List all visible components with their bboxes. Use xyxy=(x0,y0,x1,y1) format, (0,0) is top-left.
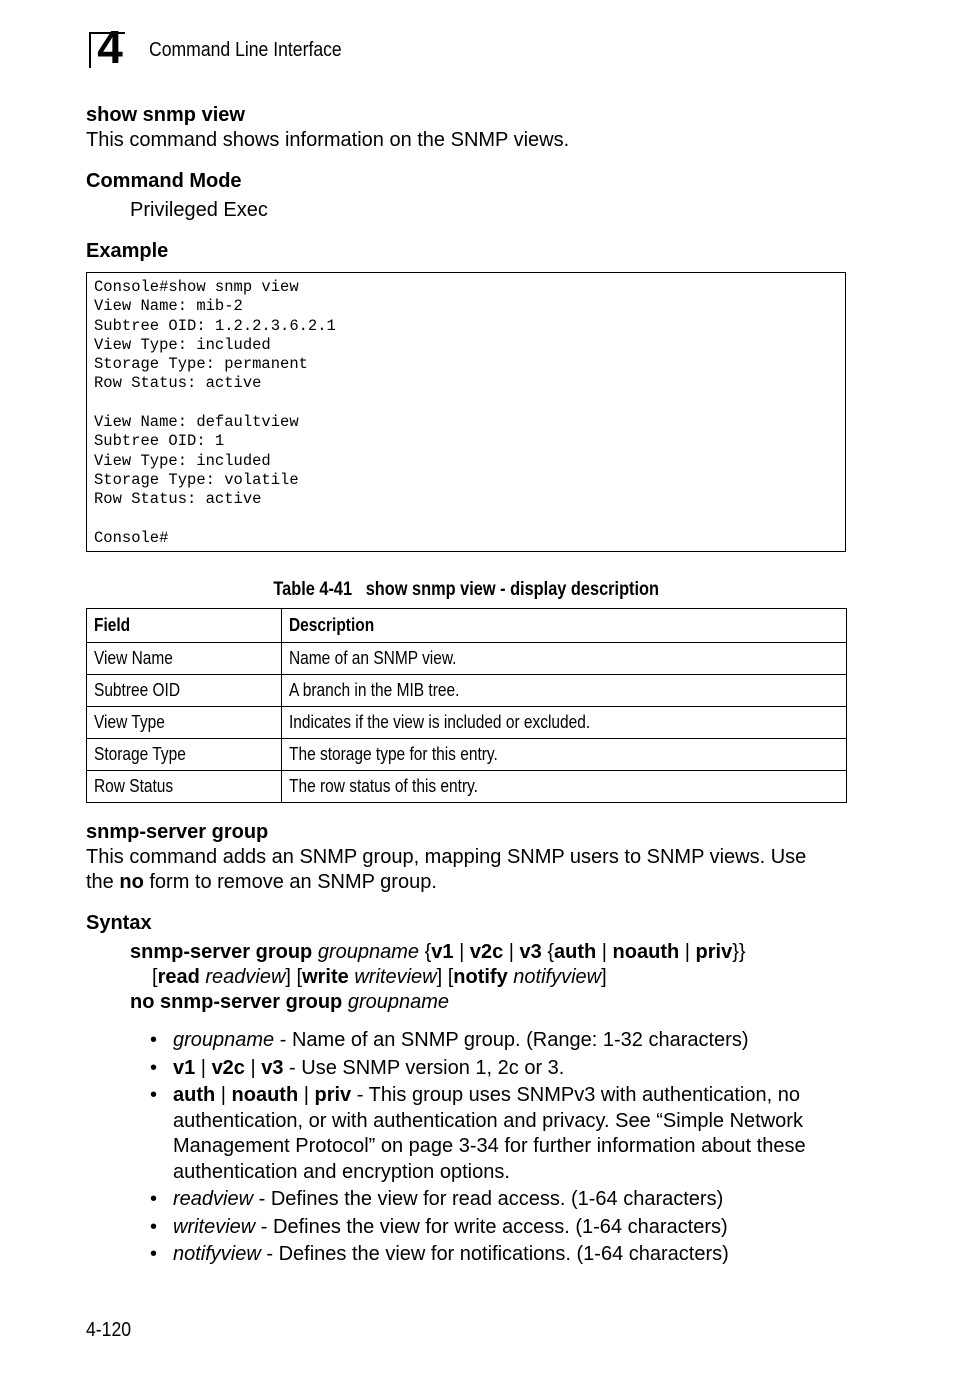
table-row xyxy=(87,707,847,739)
code-line: Console# xyxy=(94,528,169,547)
table-cell: Indicates if the view is included or excluded. xyxy=(282,707,847,739)
code-line: View Type: included xyxy=(94,451,271,470)
running-title: Command Line Interface xyxy=(149,39,342,61)
list-item: • writeview - Defines the view for write access. (1-64 characters) xyxy=(150,1215,728,1238)
table-header-cell: Field xyxy=(87,609,282,643)
table-cell: Name of an SNMP view. xyxy=(282,643,847,675)
table-row xyxy=(87,643,847,675)
table-cell: Row Status xyxy=(87,771,282,803)
page-number: 4-120 xyxy=(86,1319,132,1341)
table-caption-text: Table 4-41 show snmp view - display description xyxy=(273,579,659,600)
example-heading: Example xyxy=(86,240,169,262)
code-line: Row Status: active xyxy=(94,374,262,393)
code-line: Storage Type: permanent xyxy=(94,355,308,374)
table-cell: The row status of this entry. xyxy=(282,771,847,803)
code-line xyxy=(94,394,838,413)
table-cell: Subtree OID xyxy=(87,675,282,707)
syntax-heading: Syntax xyxy=(86,912,152,934)
table-header-cell: Description xyxy=(282,609,847,643)
code-line: Subtree OID: 1.2.2.3.6.2.1 xyxy=(94,316,336,335)
section-title-snmp-server-group: snmp-server group xyxy=(86,821,269,843)
section2-description-line2: the no form to remove an SNMP group. xyxy=(86,871,437,893)
list-item: • readview - Defines the view for read access. (1-64 characters) xyxy=(150,1188,724,1210)
table-cell: The storage type for this entry. xyxy=(282,739,847,771)
code-line: View Type: included xyxy=(94,335,271,354)
table-row xyxy=(87,739,847,771)
list-item: • auth | noauth | priv - This group uses SNMPv3 with authentication, no authentication, or with authentication and privacy. See “Simple Network Management Protocol” on page 3-34 for further information about these authentication and encryption options. xyxy=(150,1084,806,1183)
table-cell: Storage Type xyxy=(87,739,282,771)
example-code-block xyxy=(86,272,846,552)
table-cell: View Type xyxy=(87,707,282,739)
table-cell: View Name xyxy=(87,643,282,675)
list-item: • notifyview - Defines the view for notifications. (1-64 characters) xyxy=(150,1243,729,1265)
section2-description-line1: This command adds an SNMP group, mapping SNMP users to SNMP views. Use xyxy=(86,846,807,868)
syntax-line-1: snmp-server group groupname {v1 | v2c | v3 {auth | noauth | priv}} xyxy=(130,941,746,963)
code-line: View Name: defaultview xyxy=(94,413,299,432)
table-header-row xyxy=(87,609,847,643)
table-row xyxy=(87,675,847,707)
code-line: Storage Type: volatile xyxy=(94,470,299,489)
list-item: • groupname - Name of an SNMP group. (Range: 1-32 characters) xyxy=(150,1029,749,1051)
syntax-line-3: no snmp-server group groupname xyxy=(130,991,450,1013)
command-mode-value: Privileged Exec xyxy=(130,199,268,221)
code-line: Row Status: active xyxy=(94,490,262,509)
code-line: View Name: mib-2 xyxy=(94,297,243,316)
command-mode-heading: Command Mode xyxy=(86,170,242,192)
table-row xyxy=(87,771,847,803)
list-item: • v1 | v2c | v3 - Use SNMP version 1, 2c or 3. xyxy=(150,1056,565,1079)
table-caption xyxy=(86,578,846,602)
section-title-show-snmp-view: show snmp view xyxy=(86,104,245,126)
code-line xyxy=(94,510,838,529)
chapter-number: 4 xyxy=(97,21,123,73)
table-cell: A branch in the MIB tree. xyxy=(282,675,847,707)
parameter-list xyxy=(150,1028,850,1270)
code-line: Console#show snmp view xyxy=(94,278,299,296)
display-description-table xyxy=(86,608,847,803)
code-line: Subtree OID: 1 xyxy=(94,432,225,451)
section-description: This command shows information on the SNMP views. xyxy=(86,129,570,151)
syntax-line-2: [read readview] [write writeview] [notify notifyview] xyxy=(152,966,607,988)
